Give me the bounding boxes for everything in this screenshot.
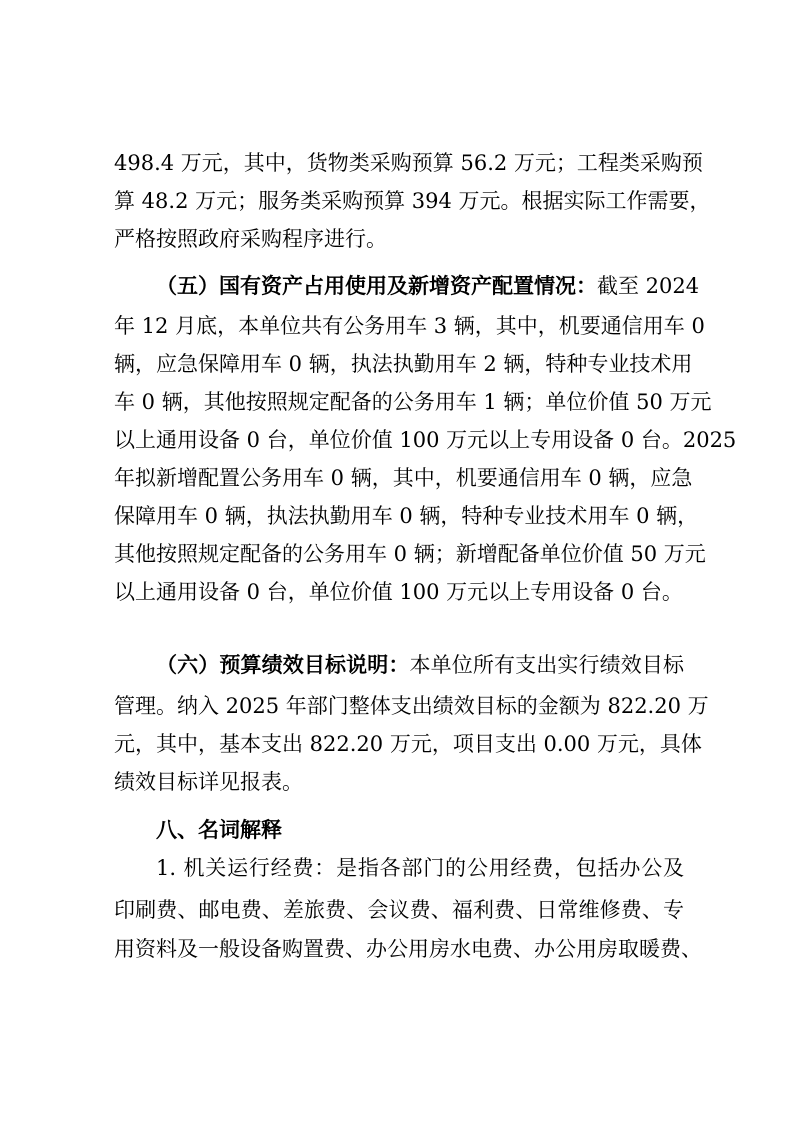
paragraph-line: 辆，应急保障用车 0 辆，执法执勤用车 2 辆，特种专业技术用 — [114, 352, 693, 376]
section6-heading: （六）预算绩效目标说明： — [156, 652, 410, 677]
paragraph-line: 元，其中，基本支出 822.20 万元，项目支出 0.00 万元，具体 — [114, 732, 702, 756]
section6-first-line — [156, 650, 684, 680]
paragraph-line: 以上通用设备 0 台，单位价值 100 万元以上专用设备 0 台。 — [114, 580, 683, 604]
paragraph-line: 年拟新增配置公务用车 0 辆，其中，机要通信用车 0 辆，应急 — [114, 466, 693, 490]
section5-heading: （五）国有资产占用使用及新增资产配置情况： — [156, 273, 597, 298]
chapter-heading: 八、名词解释 — [156, 817, 282, 842]
paragraph-line: 其他按照规定配备的公务用车 0 辆；新增配备单位价值 50 万元 — [114, 542, 706, 566]
section6-first-line-text: 本单位所有支出实行绩效目标 — [409, 653, 684, 677]
term-first-line: 1. 机关运行经费：是指各部门的公用经费，包括办公及 — [156, 856, 684, 880]
paragraph-line: 绩效目标详见报表。 — [114, 770, 303, 794]
paragraph-line: 车 0 辆，其他按照规定配备的公务用车 1 辆；单位价值 50 万元 — [114, 390, 712, 414]
paragraph-line: 严格按照政府采购程序进行。 — [114, 227, 387, 251]
paragraph-line: 498.4 万元，其中，货物类采购预算 56.2 万元；工程类采购预 — [114, 151, 703, 175]
paragraph-line: 保障用车 0 辆，执法执勤用车 0 辆，特种专业技术用车 0 辆， — [114, 504, 699, 528]
paragraph-line: 管理。纳入 2025 年部门整体支出绩效目标的金额为 822.20 万 — [114, 694, 709, 718]
section5-first-line-text: 截至 2024 — [597, 274, 700, 298]
paragraph-line: 算 48.2 万元；服务类采购预算 394 万元。根据实际工作需要， — [114, 189, 711, 213]
paragraph-line: 年 12 月底，本单位共有公务用车 3 辆，其中，机要通信用车 0 — [114, 314, 705, 338]
section5-first-line — [156, 271, 700, 301]
paragraph-line: 用资料及一般设备购置费、办公用房水电费、办公用房取暖费、 — [114, 937, 702, 961]
paragraph-line: 印刷费、邮电费、差旅费、会议费、福利费、日常维修费、专 — [114, 898, 684, 922]
paragraph-line: 以上通用设备 0 台，单位价值 100 万元以上专用设备 0 台。2025 — [114, 428, 737, 452]
